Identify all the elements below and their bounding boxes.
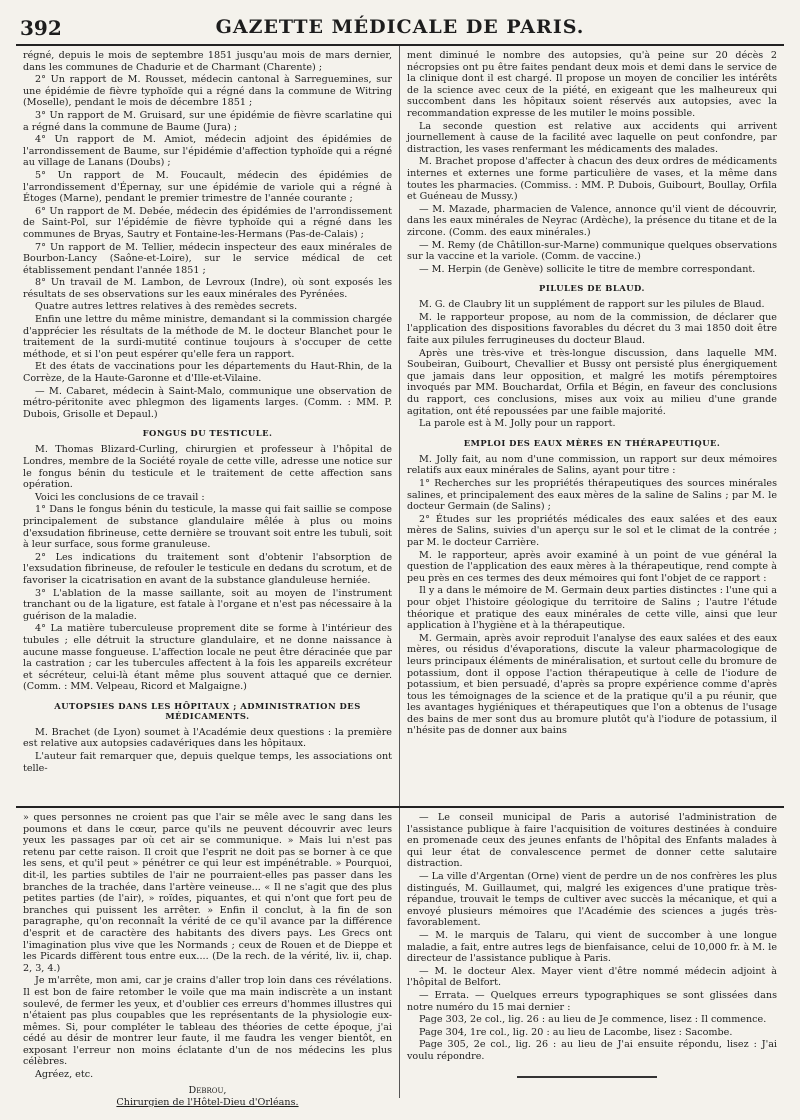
paragraph: Agréez, etc. xyxy=(35,1069,94,1081)
paragraph: — M. Cabaret, médecin à Saint-Malo, communique une observation de métro-péritonite avec phlegmon des ligaments larges. (Comm. : MM. P. Dubois, Grisolle et Depaul.) xyxy=(23,385,392,420)
section-heading-pilules: PILULES DE BLAUD. xyxy=(539,283,645,294)
signature xyxy=(23,1085,392,1109)
paragraph: Quatre autres lettres relatives à des remèdes secrets. xyxy=(35,301,298,313)
paragraph: 2° Études sur les propriétés médicales des eaux salées et des eaux mères de Salins, suivies d'un aperçu sur le sol et le climat de la contrée ; par M. le docteur Carrière. xyxy=(407,513,777,548)
paragraph: M. Thomas Blizard-Curling, chirurgien et professeur à l'hôpital de Londres, membre de la Société royale de cette ville, adresse une notice sur le fongus bénin du testicule et le traitement de cette affection sans opération. xyxy=(23,444,392,491)
end-rule xyxy=(517,1076,657,1078)
paragraph: 4° La matière tuberculeuse proprement dite se forme à l'intérieur des tubules ; elle détruit la structure glandulaire, et ne donne naissance à aucune masse fongueuse. L'affection locale ne peut être déracinée que par la castration ; car les tubercules affectent à la fois les appareils excréteur et sécréteur, celui-là étant même plus souvent attaqué que ce dernier. (Comm. : MM. Velpeau, Ricord et Malgaigne.) xyxy=(23,623,392,693)
paragraph: 4° Un rapport de M. Amiot, médecin adjoint des épidémies de l'arrondissement de Baume, sur l'épidémie d'affection typhoïde qui a régné au village de Lanans (Doubs) ; xyxy=(23,134,392,169)
paragraph: 1° Recherches sur les propriétés thérapeutiques des sources minérales salines, et principalement des eaux mères de la saline de Salins ; par M. le docteur Germain (de Salins) ; xyxy=(407,478,777,513)
paragraph: M. Jolly fait, au nom d'une commission, un rapport sur deux mémoires relatifs aux eaux minérales de Salins, ayant pour titre : xyxy=(407,453,777,477)
paragraph: 3° Un rapport de M. Gruisard, sur une épidémie de fièvre scarlatine qui a régné dans la commune de Baume (Jura) ; xyxy=(23,109,392,133)
paragraph: M. le rapporteur propose, au nom de la commission, de déclarer que l'application des dispositions favorables du décret du 3 mai 1850 doit être faite aux pilules ferrugineuses du docteur Blaud. xyxy=(407,311,777,347)
page-number: 392 xyxy=(20,16,62,40)
paragraph: 3° L'ablation de la masse saillante, soit au moyen de l'instrument tranchant ou de la ligature, est fatale à l'organe et n'est pas nécessaire à la guérison de la maladie. xyxy=(23,587,392,622)
paragraph: M. le rapporteur, après avoir examiné à un point de vue général la question de l'application des eaux mères à la thérapeutique, rend compte à peu près en ces termes des deux mémoires qui font l'objet de ce rapport : xyxy=(407,549,777,584)
top-left-column xyxy=(16,46,400,806)
paragraph: Après une très-vive et très-longue discussion, dans laquelle MM. Soubeiran, Guibourt, Chevallier et Bussy ont persisté plus énergiquement que jamais dans leur opposition, et malgré les motifs péremptoires invoqués par MM. Bouchardat, Orfila et Bégin, en faveur des conclusions du rapport, ces conclusions, mises aux voix au milieu d'une grande agitation, ont été repoussées par une faible majorité. xyxy=(407,347,777,417)
paragraph: 2° Les indications du traitement sont d'obtenir l'absorption de l'exsudation fibrineuse, de refouler le testicule en dedans du scrotum, et de favoriser la cicatrisation en avant de la substance glanduleuse herniée. xyxy=(23,551,392,586)
paragraph: La parole est à M. Jolly pour un rapport. xyxy=(419,418,616,430)
paragraph: 6° Un rapport de M. Debée, médecin des épidémies de l'arrondissement de Saint-Pol, sur l'épidémie de fièvre typhoïde qui a régné dans les communes de Bryas, Sautry et Fontaine-les-Hermans (Pas-de-Calais) ; xyxy=(23,205,392,240)
paragraph: La seconde question est relative aux accidents qui arrivent journellement à cause de la facilité avec laquelle on peut confondre, par distraction, les vases renfermant les médicaments des malades. xyxy=(407,120,777,155)
paragraph: Je m'arrête, mon ami, car je crains d'aller trop loin dans ces révélations. Il est bon de faire retomber le voile que ma main indiscrète a un instant soulevé, de fermer les yeux, et d'oublier ces erreurs d'hommes illustres qui n'étaient pas plus coupables que les représentants de la physiologie eux-mêmes. Si, pour compléter le tableau des théories de cette époque, j'ai cédé au désir de montrer leur faute, il me faudra les venger bientôt, en exposant l'erreur non moins éclatante d'un de nos médecins les plus célèbres. xyxy=(23,975,392,1068)
paragraph: — M. Mazade, pharmacien de Valence, annonce qu'il vient de découvrir, dans les eaux minérales de Neyrac (Ardèche), la présence du titane et de la zircone. (Comm. des eaux minérales.) xyxy=(407,203,777,238)
paragraph: 5° Un rapport de M. Foucault, médecin des épidémies de l'arrondissement d'Épernay, sur une épidémie de variole qui a régné à Étoges (Marne), pendant le premier trimestre de l'année courante ; xyxy=(23,169,392,205)
paragraph: 8° Un travail de M. Lambon, de Levroux (Indre), où sont exposés les résultats de ses observations sur les eaux minérales des Pyrénées. xyxy=(23,277,392,300)
top-right-column xyxy=(400,46,784,806)
paragraph: 2° Un rapport de M. Rousset, médecin cantonal à Sarreguemines, sur une épidémie de fièvre typhoïde qui a régné dans la commune de Witring (Moselle), pendant le mois de décembre 1851 ; xyxy=(23,74,392,109)
bottom-right-column xyxy=(400,808,784,1098)
paragraph: 1° Dans le fongus bénin du testicule, la masse qui fait saillie se compose principalement de substance glandulaire mêlée à plus ou moins d'exsudation fibrineuse, cette dernière se trouvant soit entre les tubuli, soit à leur surface, sous forme granuleuse. xyxy=(23,504,392,551)
errata-intro: — Errata. — Quelques erreurs typographiques se sont glissées dans notre numéro du 15 mai dernier : xyxy=(407,989,777,1013)
paragraph: ment diminué le nombre des autopsies, qu'à peine sur 20 décès 2 nécropsies ont pu être faites pendant deux mois et demi dans le service de la clinique dont il est chargé. Il propose un moyen de concilier les intérêts de la science avec ceux de la piété, en exigeant que les malheureux qui succombent dans les hôpitaux soient réservés aux autopsies, avec la recommandation expresse de les mutiler le moins possible. xyxy=(407,50,777,119)
paragraph: M. Brachet propose d'affecter à chacun des deux ordres de médicaments internes et externes une forme particulière de vases, et la même dans toutes les pharmacies. (Commiss. : MM. P. Dubois, Guibourt, Boullay, Orfila et Guéneau de Mussy.) xyxy=(407,156,777,203)
paragraph: — M. Herpin (de Genève) sollicite le titre de membre correspondant. xyxy=(419,263,756,275)
top-section xyxy=(16,46,784,808)
paragraph: L'auteur fait remarquer que, depuis quelque temps, les associations ont telle- xyxy=(23,751,392,774)
bottom-section xyxy=(16,808,784,1108)
errata-line: Page 303, 2e col., lig. 26 : au lieu de Je commence, lisez : Il commence. xyxy=(419,1014,767,1026)
section-heading-fongus: FONGUS DU TESTICULE. xyxy=(142,428,273,439)
signature-role: Chirurgien de l'Hôtel-Dieu d'Orléans. xyxy=(116,1096,299,1108)
paragraph: M. Germain, après avoir reproduit l'analyse des eaux salées et des eaux mères, ou résidus d'évaporations, discute la valeur pharmacologique de leurs principaux éléments de minéralisation, et surtout celle du bromure de potassium, dont il oppose l'action thérapeutique à celle de l'iodure de potassium, et bien persuadé, d'après sa propre expérience comme d'après tous les témoignages de la science et de la pratique qu'il a pu réunir, que les avantages hygiéniques et thérapeutiques que l'on a obtenus de l'usage des bains de mer sont dus au bromure plutôt qu'à l'iodure de potassium, il n'hésite pas de donner aux bains xyxy=(407,632,777,737)
page-header xyxy=(16,14,784,46)
paragraph: — M. Remy (de Châtillon-sur-Marne) communique quelques observations sur la vaccine et la variole. (Comm. de vaccine.) xyxy=(407,239,777,263)
news-item: — M. le docteur Alex. Mayer vient d'être nommé médecin adjoint à l'hôpital de Belfort. xyxy=(407,965,777,989)
paragraph: Et des états de vaccinations pour les départements du Haut-Rhin, de la Corrèze, de la Haute-Garonne et d'Ille-et-Vilaine. xyxy=(23,361,392,385)
paragraph: » ques personnes ne croient pas que l'air se mêle avec le sang dans les poumons et dans le cœur, parce qu'ils ne peuvent découvrir avec leurs yeux les passages par où cet air se communique. » Mais lui n'est pas retenu par cette raison. Il croit que l'esprit ne doit pas se borner à ce que les sens, et qu'il peut » pénétrer ce qui leur est impénétrable. » Pourquoi, dit-il, les parties subtiles de l'air ne pourraient-elles pas passer dans les branches de la trachée, dans l'artère veineuse... « Il ne s'agit que des plus petites parties (de l'air), » roïdes, piquantes, et qui n'ont que fort peu de branches qui puissent les arrêter. » Enfin il conclut, à la fin de son paragraphe, qu'on reconnaît la vérité de ce qu'il avance par la différence d'esprit et de caractère des habitants des divers pays. Les Grecs ont l'imagination plus vive que les Normands ; ceux de Rouen et de Dieppe et les Picards diffèrent tous entre eux.... (De la rech. de la vérité, liv. ii, chap. 2, 3, 4.) xyxy=(23,812,392,974)
paragraph: Voici les conclusions de ce travail : xyxy=(35,491,205,503)
news-item: — Le conseil municipal de Paris a autorisé l'administration de l'assistance publique à faire l'acquisition de voitures destinées à conduire en promenade ceux des jeunes enfants de l'hôpital des Enfants malades à qui leur état de convalescence permet de donner cette salutaire distraction. xyxy=(407,812,777,870)
paragraph: Enfin une lettre du même ministre, demandant si la commission chargée d'apprécier les résultats de la méthode de M. le docteur Blanchet pour le traitement de la surdi-mutité continue toujours à s'occuper de cette méthode, et si l'on peut espérer qu'elle fera un rapport. xyxy=(23,314,392,360)
paragraph: régné, depuis le mois de septembre 1851 jusqu'au mois de mars dernier, dans les communes de Chadurie et de Charmant (Charente) ; xyxy=(23,50,392,73)
signature-name: Debrou, xyxy=(188,1084,227,1096)
errata-line: Page 305, 2e col., lig. 26 : au lieu de J'ai ensuite répondu, lisez : J'ai voulu répondre. xyxy=(407,1039,777,1062)
paragraph: M. G. de Claubry lit un supplément de rapport sur les pilules de Blaud. xyxy=(419,299,765,311)
section-heading-autopsies: AUTOPSIES DANS LES HÔPITAUX ; ADMINISTRATION DES MÉDICAMENTS. xyxy=(54,700,361,721)
bottom-left-column xyxy=(16,808,400,1108)
paragraph: M. Brachet (de Lyon) soumet à l'Académie deux questions : la première est relative aux autopsies cadavériques dans les hôpitaux. xyxy=(23,726,392,750)
page-title: GAZETTE MÉDICALE DE PARIS. xyxy=(215,16,585,38)
paragraph: Il y a dans le mémoire de M. Germain deux parties distinctes : l'une qui a pour objet l'histoire géologique du territoire de Salins ; l'autre l'étude théorique et pratique des eaux minérales de cette ville, ainsi que leur application à l'hygiène et à la thérapeutique. xyxy=(407,585,777,632)
news-item: — M. le marquis de Talaru, qui vient de succomber à une longue maladie, a fait, entre autres legs de bienfaisance, celui de 10,000 fr. à M. le directeur de l'assistance publique à Paris. xyxy=(407,929,777,965)
news-item: — La ville d'Argentan (Orne) vient de perdre un de nos confrères les plus distingués, M. Guillaumet, qui, malgré les exigences d'une pratique très-répandue, trouvait le temps de cultiver avec succès la mécanique, et qui a envoyé plusieurs mémoires que l'Académie des sciences a jugés très-favorablement. xyxy=(407,870,777,929)
paragraph: 7° Un rapport de M. Tellier, médecin inspecteur des eaux minérales de Bourbon-Lancy (Saône-et-Loire), sur le service médical de cet établissement pendant l'année 1851 ; xyxy=(23,241,392,276)
section-heading-emploi: EMPLOI DES EAUX MÈRES EN THÉRAPEUTIQUE. xyxy=(463,437,721,448)
errata-line: Page 304, 1re col., lig. 20 : au lieu de Lacombe, lisez : Sacombe. xyxy=(419,1026,733,1038)
